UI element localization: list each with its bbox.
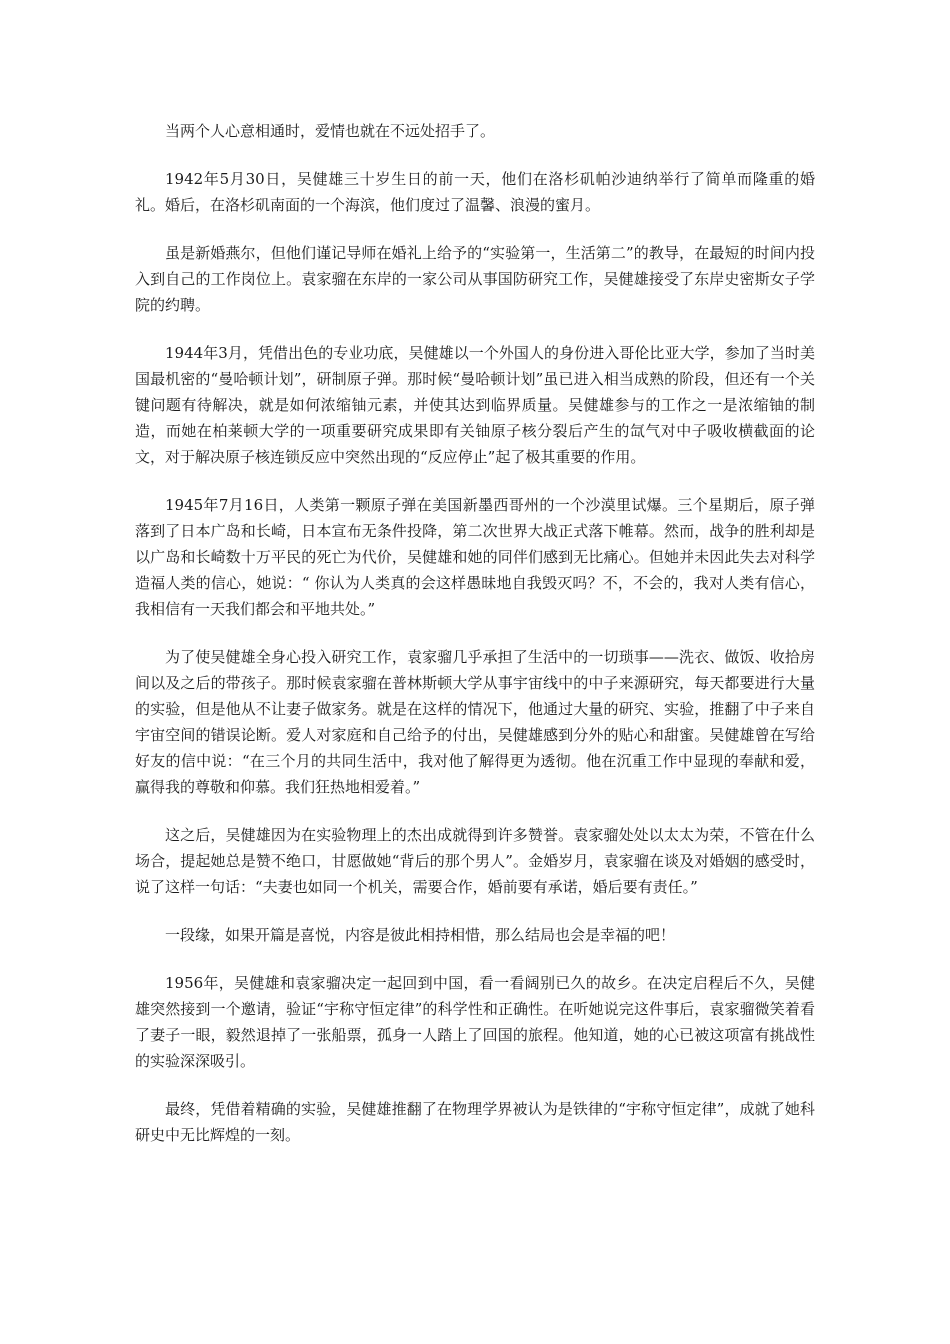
paragraph-1: 当两个人心意相通时，爱情也就在不远处招手了。 xyxy=(165,122,496,140)
paragraph-3: 虽是新婚燕尔，但他们谨记导师在婚礼上给予的“实验第一，生活第二”的教导，在最短的时间内投入到自己的工作岗位上。袁家骝在东岸的一家公司从事国防研究工作，吴健雄接受了东岸史密斯女子学院的约聘。 xyxy=(135,244,815,314)
paragraph-2: 1942年5月30日，吴健雄三十岁生日的前一天，他们在洛杉矶帕沙迪纳举行了简单而隆重的婚礼。婚后，在洛杉矶南面的一个海滨，他们度过了温馨、浪漫的蜜月。 xyxy=(135,170,815,214)
paragraph-6: 为了使吴健雄全身心投入研究工作，袁家骝几乎承担了生活中的一切琐事——洗衣、做饭、收拾房间以及之后的带孩子。那时候袁家骝在普林斯顿大学从事宇宙线中的中子来源研究，每天都要进行大量的实验，但是他从不让妻子做家务。就是在这样的情况下，他通过大量的研究、实验，推翻了中子来自宇宙空间的错误论断。爱人对家庭和自己给予的付出，吴健雄感到分外的贴心和甜蜜。吴健雄曾在写给好友的信中说：“在三个月的共同生活中，我对他了解得更为透彻。他在沉重工作中显现的奉献和爱，赢得我的尊敬和仰慕。我们狂热地相爱着。” xyxy=(135,648,815,796)
paragraph-8: 一段缘，如果开篇是喜悦，内容是彼此相持相惜，那么结局也会是幸福的吧！ xyxy=(165,926,676,944)
paragraph-7: 这之后，吴健雄因为在实验物理上的杰出成就得到许多赞誉。袁家骝处处以太太为荣，不管在什么场合，提起她总是赞不绝口，甘愿做她“背后的那个男人”。金婚岁月，袁家骝在谈及对婚姻的感受时，说了这样一句话：“夫妻也如同一个机关，需要合作，婚前要有承诺，婚后要有责任。” xyxy=(135,826,815,896)
paragraph-4: 1944年3月，凭借出色的专业功底，吴健雄以一个外国人的身份进入哥伦比亚大学，参加了当时美国最机密的“曼哈顿计划”，研制原子弹。那时候“曼哈顿计划”虽已进入相当成熟的阶段，但还有一个关键问题有待解决，就是如何浓缩铀元素，并使其达到临界质量。吴健雄参与的工作之一是浓缩铀的制造，而她在柏莱顿大学的一项重要研究成果即有关铀原子核分裂后产生的氙气对中子吸收横截面的论文，对于解决原子核连锁反应中突然出现的“反应停止”起了极其重要的作用。 xyxy=(135,344,815,466)
paragraph-10: 最终，凭借着精确的实验，吴健雄推翻了在物理学界被认为是铁律的“宇称守恒定律”，成就了她科研史中无比辉煌的一刻。 xyxy=(135,1100,815,1144)
paragraph-9: 1956年，吴健雄和袁家骝决定一起回到中国，看一看阔别已久的故乡。在决定启程后不久，吴健雄突然接到一个邀请，验证“宇称守恒定律”的科学性和正确性。在听她说完这件事后，袁家骝微笑着看了妻子一眼，毅然退掉了一张船票，孤身一人踏上了回国的旅程。他知道，她的心已被这项富有挑战性的实验深深吸引。 xyxy=(135,974,815,1070)
document-body xyxy=(135,118,815,1170)
paragraph-5: 1945年7月16日，人类第一颗原子弹在美国新墨西哥州的一个沙漠里试爆。三个星期后，原子弹落到了日本广岛和长崎，日本宣布无条件投降，第二次世界大战正式落下帷幕。然而，战争的胜利却是以广岛和长崎数十万平民的死亡为代价，吴健雄和她的同伴们感到无比痛心。但她并未因此失去对科学造福人类的信心，她说：“ 你认为人类真的会这样愚昧地自我毁灭吗？不，不会的，我对人类有信心，我相信有一天我们都会和平地共处。” xyxy=(135,496,815,618)
